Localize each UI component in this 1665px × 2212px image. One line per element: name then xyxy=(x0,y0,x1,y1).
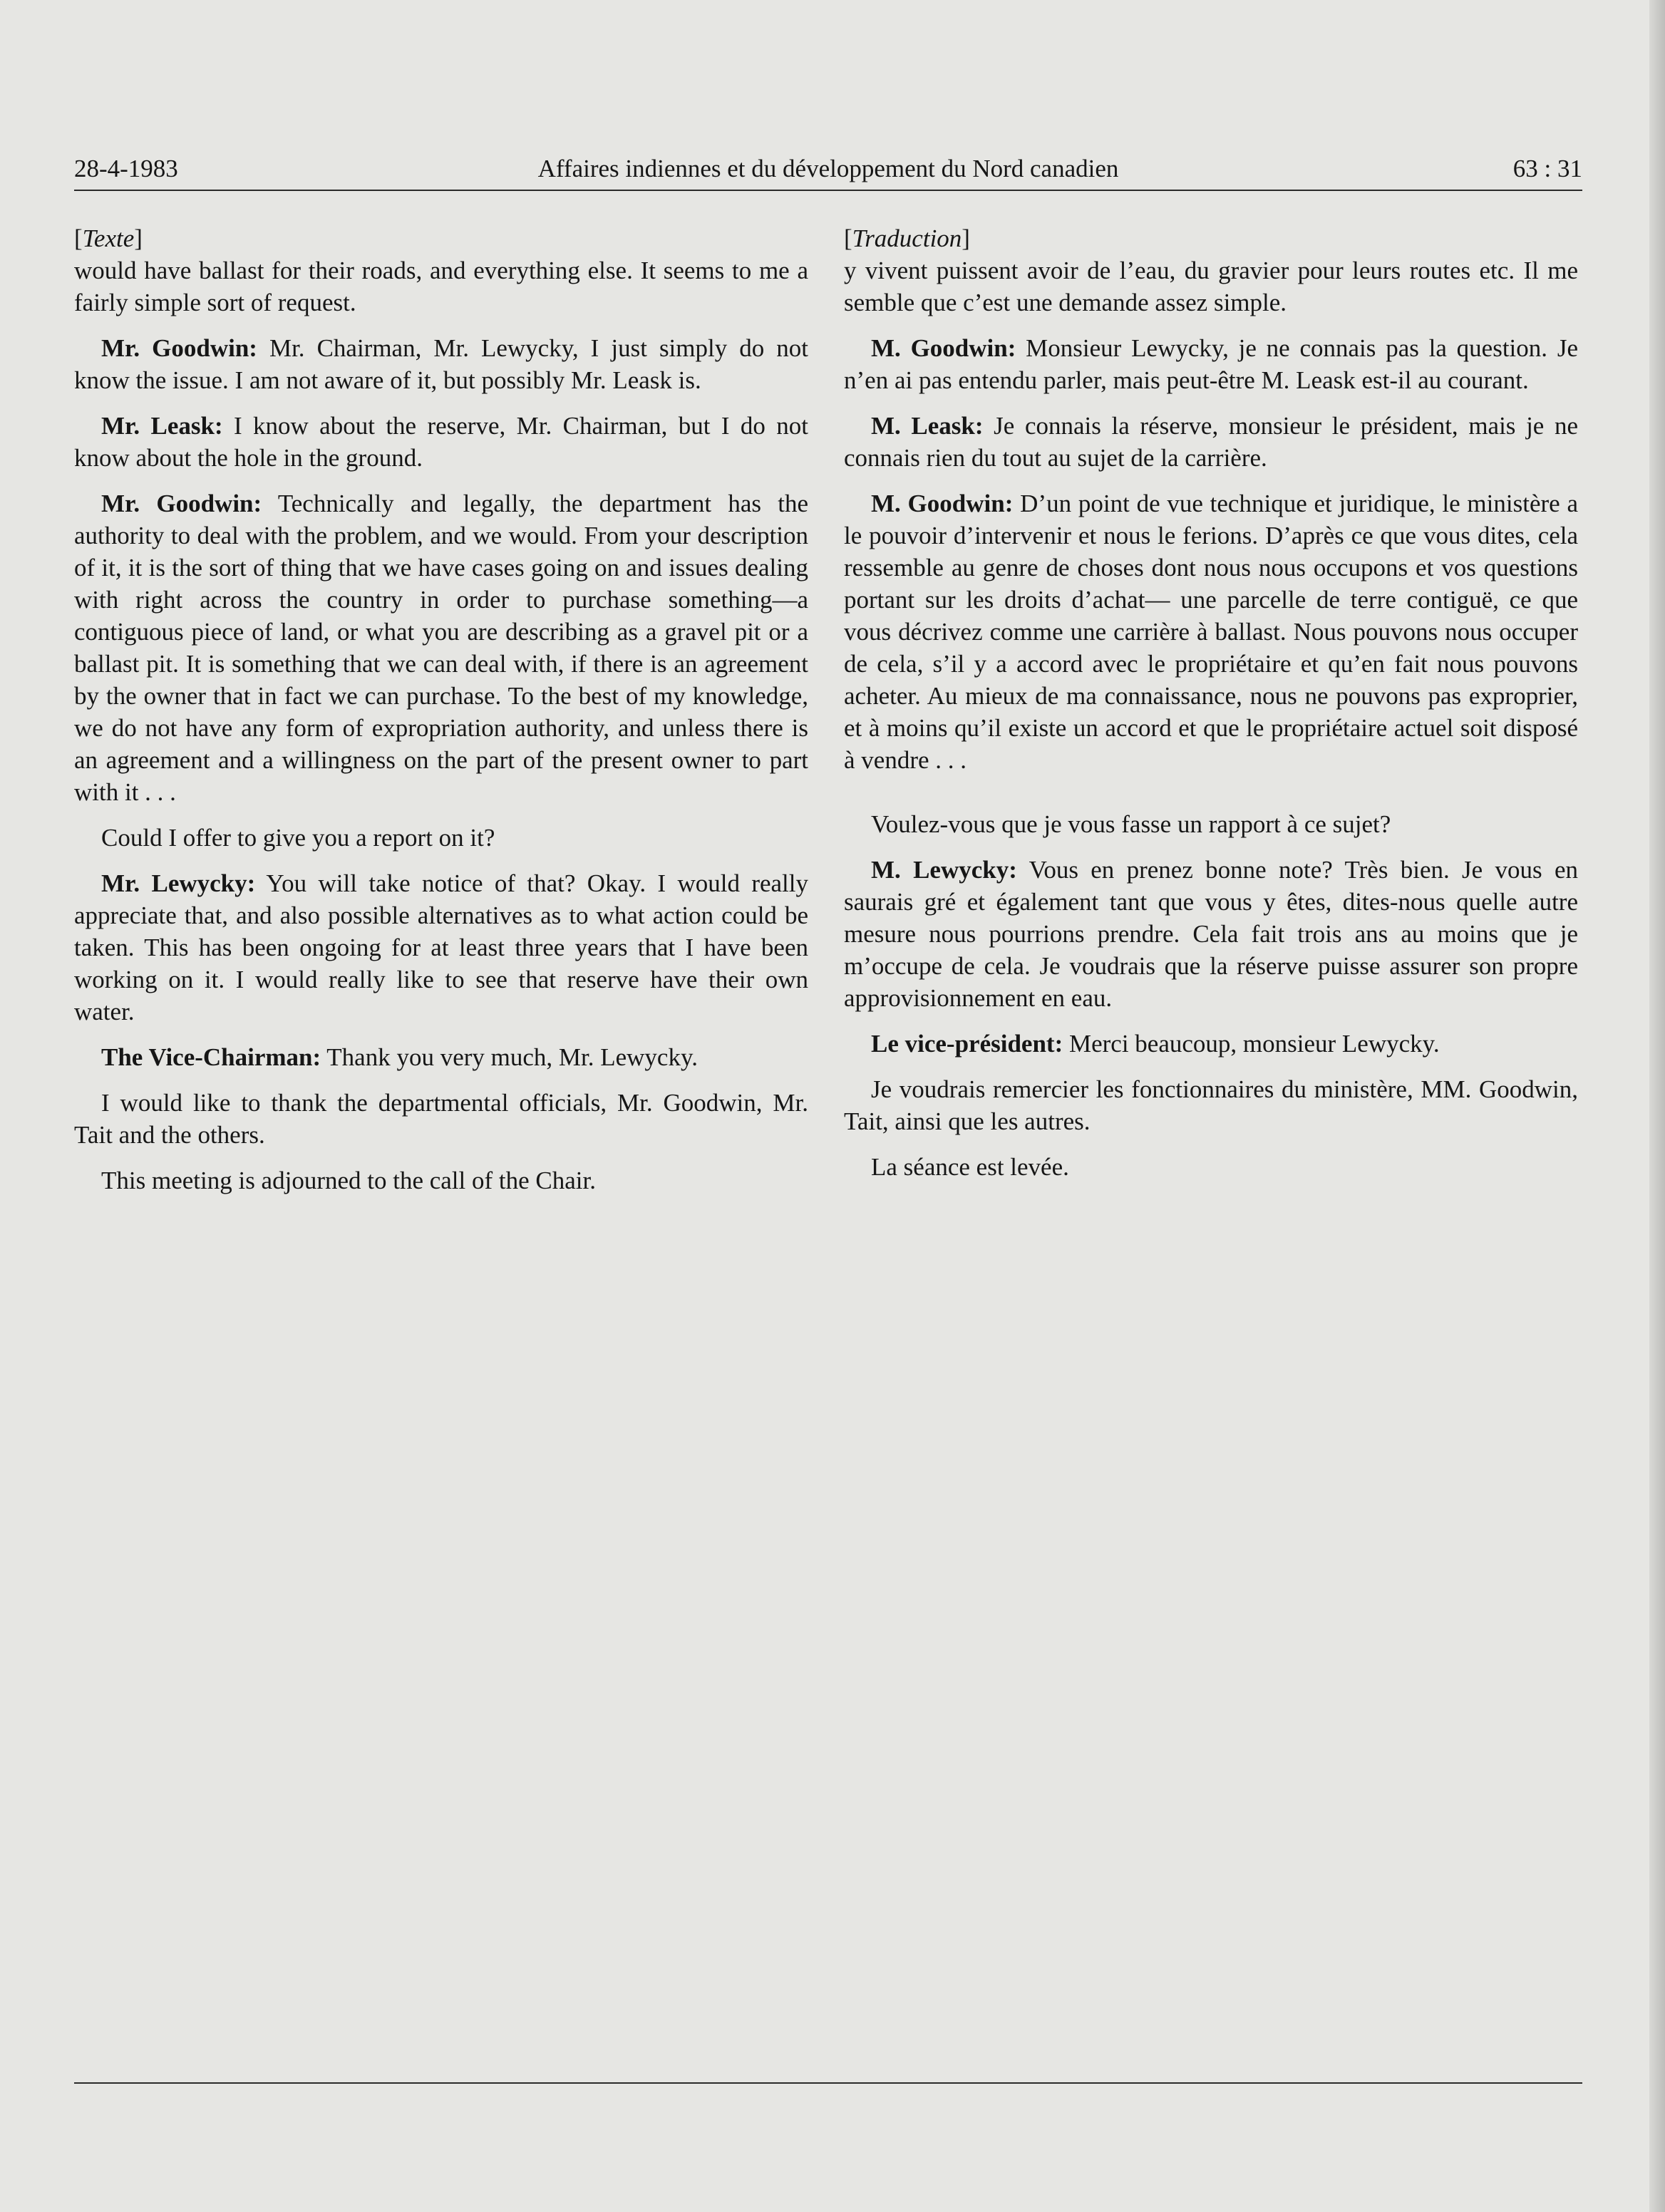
paragraph xyxy=(74,1041,808,1073)
running-header xyxy=(74,148,1582,190)
paragraph-text: This meeting is adjourned to the call of the Chair. xyxy=(101,1167,597,1194)
paragraph xyxy=(74,332,808,396)
header-date: 28-4-1983 xyxy=(74,155,178,182)
paragraph-text: y vivent puissent avoir de l’eau, du gravier pour leurs routes etc. Il me semble que c’est une demande assez simple. xyxy=(844,257,1578,316)
paragraph-text: La séance est levée. xyxy=(871,1153,1069,1181)
paragraph xyxy=(844,332,1578,396)
paragraph xyxy=(74,410,808,474)
paragraph-text: Voulez-vous que je vous fasse un rapport à ce sujet? xyxy=(871,810,1391,838)
paragraph-text: Mr. Chairman, Mr. Lewycky, I just simply do not know the issue. I am not aware of it, but possibly Mr. Leask is. xyxy=(74,334,808,394)
speaker-name: The Vice-Chairman: xyxy=(101,1043,321,1071)
paragraph-text: You will take notice of that? Okay. I would really appreciate that, and also possible alternatives as to what action could be taken. This has been ongoing for at least three years that I have been working on it. I would really like to see that reserve have their own water. xyxy=(74,869,808,1025)
paragraph xyxy=(74,254,808,319)
paragraph xyxy=(74,867,808,1028)
speaker-name: M. Goodwin: xyxy=(871,334,1016,362)
paragraph xyxy=(74,1164,808,1197)
paragraph-text: D’un point de vue technique et juridique, le ministère a le pouvoir d’intervenir et nous le ferions. D’après ce que vous dites, cela ressemble au genre de choses dont nous nous occupons et vos questions portant sur les droits d’achat— une parcelle de terre contiguë, ce que vous décrivez comme une carrière à ballast. Nous pouvons nous occuper de cela, s’il y a accord avec le propriétaire et qu’en fait nous pouvons acheter. Au mieux de ma connaissance, nous ne pouvons pas exproprier, et à moins qu’il existe un accord et que le propriétaire actuel soit disposé à vendre . . . xyxy=(844,490,1578,774)
paragraph xyxy=(74,1087,808,1151)
paragraph xyxy=(74,822,808,854)
speaker-name: M. Goodwin: xyxy=(871,490,1014,517)
paragraph xyxy=(844,410,1578,474)
speaker-name: Mr. Goodwin: xyxy=(101,334,257,362)
paragraph-text: would have ballast for their roads, and everything else. It seems to me a fairly simple sort of request. xyxy=(74,257,808,316)
footer-rule xyxy=(74,2082,1582,2084)
paragraph xyxy=(844,808,1578,840)
speaker-name: M. Lewycky: xyxy=(871,856,1017,884)
paragraph-text: Je connais la réserve, monsieur le président, mais je ne connais rien du tout au sujet de la carrière. xyxy=(844,412,1578,472)
paragraph xyxy=(844,254,1578,319)
paragraph xyxy=(844,1151,1578,1183)
paragraph-text: Vous en prenez bonne note? Très bien. Je vous en saurais gré et également tant que vous y êtes, dites-nous quelle autre mesure nous pourrions prendre. Cela fait trois ans au moins que je m’occupe de cela. Je voudrais que la réserve puisse assurer son propre approvisionnement en eau. xyxy=(844,856,1578,1012)
speaker-name: Mr. Goodwin: xyxy=(101,490,262,517)
speaker-name: Mr. Leask: xyxy=(101,412,223,440)
speaker-name: M. Leask: xyxy=(871,412,984,440)
header-page-number: 63 : 31 xyxy=(1512,155,1582,182)
paragraph xyxy=(844,854,1578,1014)
paragraph-text: Technically and legally, the department has the authority to deal with the problem, and we would. From your description of it, it is the sort of thing that we have cases going on and issues dealing with right across the country in order to purchase something—a contiguous piece of land, or what you are describing as a gravel pit or a ballast pit. It is something that we can deal with, if there is an agreement by the owner that in fact we can purchase. To the best of my knowledge, we do not have any form of expropriation authority, and unless there is an agreement and a willingness on the part of the present owner to part with it . . . xyxy=(74,490,808,806)
column-marker-english: [Texte] xyxy=(74,224,143,252)
paragraph-text: Merci beaucoup, monsieur Lewycky. xyxy=(1063,1030,1440,1058)
english-column xyxy=(74,222,808,1210)
column-marker-french: [Traduction] xyxy=(844,224,970,252)
paragraph xyxy=(844,1028,1578,1060)
french-column xyxy=(844,222,1578,1197)
paragraph xyxy=(844,1073,1578,1137)
page-edge xyxy=(1649,0,1665,2212)
header-rule xyxy=(74,190,1582,191)
paragraph-text: I know about the reserve, Mr. Chairman, but I do not know about the hole in the ground. xyxy=(74,412,808,472)
paragraph xyxy=(844,487,1578,776)
paragraph-text: Could I offer to give you a report on it? xyxy=(101,824,495,852)
speaker-name: Mr. Lewycky: xyxy=(101,869,256,897)
paragraph-text: I would like to thank the departmental officials, Mr. Goodwin, Mr. Tait and the others. xyxy=(74,1089,808,1149)
french-paragraphs xyxy=(844,254,1578,1183)
paragraph xyxy=(74,487,808,808)
paragraph-text: Thank you very much, Mr. Lewycky. xyxy=(321,1043,698,1071)
header-title: Affaires indiennes et du développement du Nord canadien xyxy=(537,155,1119,182)
speaker-name: Le vice-président: xyxy=(871,1030,1063,1058)
english-paragraphs xyxy=(74,254,808,1197)
paragraph-text: Je voudrais remercier les fonctionnaires du ministère, MM. Goodwin, Tait, ainsi que les autres. xyxy=(844,1075,1578,1135)
paragraph-text: Monsieur Lewycky, je ne connais pas la question. Je n’en ai pas entendu parler, mais peut-être M. Leask est-il au courant. xyxy=(844,334,1578,394)
